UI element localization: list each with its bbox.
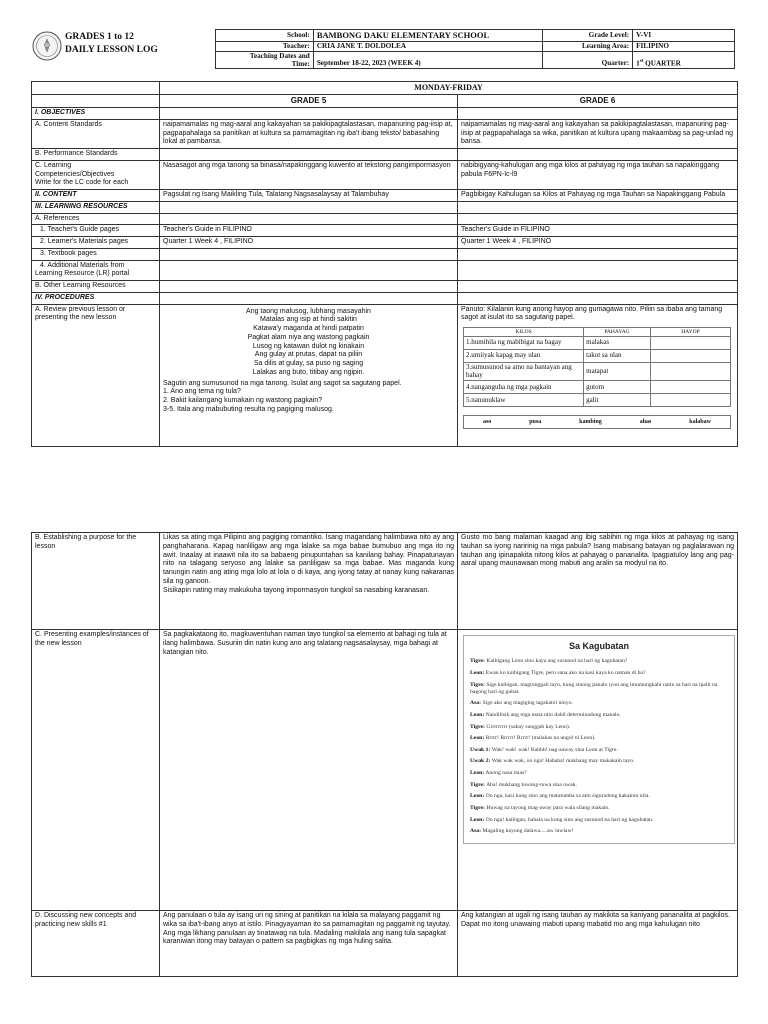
dialogue-text: Magaling kayong dalawa.....aw lawlaw! — [482, 828, 574, 835]
learners-materials-g5: Quarter 1 Week 4 , FILIPINO — [160, 237, 458, 249]
dialogue-text: Wak! wak! wak! Bahhh! nag-aaway sina Leon at Tigre. — [491, 746, 618, 753]
references-label: A. References — [32, 213, 160, 225]
choice-item: aso — [482, 418, 492, 425]
performance-standards-label: B. Performance Standards — [32, 149, 160, 161]
doc-title-line2: DAILY LESSON LOG — [65, 45, 158, 55]
days-header: MONDAY-FRIDAY — [160, 82, 738, 95]
speaker-name: Uwak 1: — [470, 746, 491, 753]
speaker-name: Aso: — [470, 828, 482, 835]
grade-level-label: Grade Level: — [543, 30, 633, 42]
choice-item: pusa — [529, 418, 542, 425]
learning-resources-heading: III. LEARNING RESOURCES — [32, 201, 160, 213]
dialogue-line — [470, 770, 728, 777]
purpose-g5: Likas sa ating mga Pilipino ang pagiging romantiko. Isang magandang halimbawa nito ay ang panghaharana. Kapag nanliligaw ang mga lalake sa mga babae bumubuo ang mga ito ng awit. Inaalay at inaawit nila ito sa babaeng pinupuntahan sa kanilang bahay. Pinapatunayan nito na talagang seryoso ang lalake sa panliligaw sa mga babae. Mas maganda kung tanungin natin ang ating mga lolo at lola o di kaya, ang iyong tatay at nanay kung nakaranas sila ng ganoon. Sisikapin nating may makukuha tayong impormasyon tungkol sa nasabing karanasan. — [160, 533, 458, 630]
purpose-label: B. Establishing a purpose for the lesson — [32, 533, 160, 630]
speaker-name: Aso: — [470, 700, 482, 707]
dialogue-text: Sige kaibigan, magtunggali tayo, kung sinong panalo iyon ang imumungkahi natin sa hari na ipalit na bagong hari ng gubat. — [470, 681, 718, 695]
dialogue-text: Rrrrr! Rrrrrr! Rrrrr! (malakas na ungol ni Leon). — [485, 735, 596, 742]
presenting-label: C. Presenting examples/instances of the new lesson — [32, 630, 160, 911]
health-poem: Ang taong malusog, lubhang masayahin Matalas ang isip at hindi sakitin Katawa'y maganda at hindi patpatin Pagkat alam niya ang wastong pagkain Lusog ng katawan dulot ng kinakain Ang gulay at prutas, dapat na piliin Sa dilis at gulay, sa puso ng saging Lalakas ang buto, titibay ang ngipin. — [246, 307, 371, 376]
school-label: School: — [216, 30, 314, 42]
grade6-header: GRADE 6 — [458, 95, 738, 108]
dialogue-line — [470, 735, 728, 742]
teaching-dates-label: Teaching Dates and Time: — [216, 51, 314, 69]
dialogue-text: Oo nga! kaibigan, bahala na kung sino ang susunod na hari ng kagubatan. — [485, 816, 654, 823]
school-value: BAMBONG DAKU ELEMENTARY SCHOOL — [313, 30, 543, 42]
textbook-pages-label: 3. Textbook pages — [32, 248, 160, 260]
g6-instructions: Panuto: Kilalanin kung anong hayop ang gumagawa nito. Piliin sa ibaba ang tamang sagot at isulat ito sa sagutang papel. — [461, 305, 723, 322]
dialogue-line — [470, 758, 728, 765]
review-g6 — [458, 304, 738, 446]
dialogue-text: Anong nasa itaas? — [485, 770, 527, 776]
lesson-log-table-bottom — [31, 532, 738, 977]
dialogue-line — [470, 747, 728, 754]
animal-actions-table — [463, 327, 731, 407]
speaker-name: Tigre: — [470, 658, 485, 665]
dialogue-text: Wak wak wak, oo nga! Hahaha! mukhang may makakain tayo. — [491, 758, 635, 765]
competencies-label: C. Learning Competencies/Objectives Write for the LC code for each — [32, 160, 160, 189]
dialogue-line — [470, 712, 728, 719]
other-resources-label: B. Other Learning Resources — [32, 281, 160, 293]
purpose-g6: Gusto mo bang malaman kaagad ang ibig sabihin ng mga kilos at pahayag ng isang tauhan sa iyong naririnig na mga pabula? Isang mabisang batayan ng paglalarawan ng tauhan ang ipinapakita nitong kilos at pahayag o pananalita. Ipagpatuloy lang ang pag-aaral upang maunawaan mong mabuti ang aralin sa modyul na ito. — [458, 533, 738, 630]
speaker-name: Leon: — [470, 669, 485, 676]
objectives-heading: I. OBJECTIVES — [32, 108, 160, 120]
question-1: 1. Ano ang tema ng tula? — [163, 388, 241, 396]
dialogue-line — [470, 724, 728, 731]
dialogue-line — [470, 670, 728, 677]
dialogue-text: Kaibigang Leon sino kaya ang susunod na hari ng kagubatan? — [486, 658, 628, 665]
content-g6: Pagbibigay Kahulugan sa Kilos at Pahayag ng mga Tauhan sa Napakinggang Pabula — [458, 190, 738, 202]
question-3-5: 3-5. Itala ang mabubuting resulta ng pagiging malusog. — [163, 405, 334, 413]
fable-dialogue-image — [463, 635, 735, 844]
speaker-name: Leon: — [470, 793, 485, 800]
grade5-header: GRADE 5 — [160, 95, 458, 108]
learning-area-value: FILIPINO — [633, 41, 735, 51]
teacher-label: Teacher: — [216, 41, 314, 51]
procedures-heading: IV. PROCEDURES — [32, 292, 160, 304]
choice-item: ahas — [639, 418, 652, 425]
animal-choices — [463, 415, 731, 429]
doc-title-line1: GRADES 1 to 12 — [65, 32, 134, 42]
col-hayop: HAYOP — [650, 328, 730, 337]
dialogue-line — [470, 658, 728, 665]
fable-title: Sa Kagubatan — [568, 641, 629, 651]
teachers-guide-g5: Teacher's Guide in FILIPINO — [160, 225, 458, 237]
dialogue-line — [470, 828, 728, 835]
dialogue-text: Ewan ko kaibigang Tigre, pero sana ako na kasi kaya ko naman di ba? — [485, 669, 646, 676]
speaker-name: Tigre: — [470, 723, 485, 730]
dialogue-line — [470, 782, 728, 789]
header-info-table — [215, 29, 735, 69]
table-row: 3.sumusunod sa amo na bantayan ang bahay matapat — [464, 363, 731, 381]
dialogue-text: Huwag na tayong mag-away para wala silang makain. — [486, 804, 610, 811]
speaker-name: Tigre: — [470, 804, 485, 811]
table-row: 2.umiiyak kapag may ulan takot sa ulan — [464, 350, 731, 363]
discussing-g5: Ang panulaan o tula ay isang uri ng sining at panitikan na kilala sa malayang paggamit ng wika sa iba't-ibang anyo at istilo. Pinagyayaman ito sa pamamagitan ng paggamit ng tayutay. Ang mga likhang panulaan ay tinatawag na tula. Madaling makilala ang isang tula sapagkat karaniwan itong may batayan o pattern sa pagbigkas ng mga huling salita. — [160, 911, 458, 977]
speaker-name: Tigre: — [470, 781, 485, 788]
discussing-g6: Ang katangian at ugali ng isang tauhan ay makikita sa kaniyang pananalita at pagkilos. Dapat mo itong unawaing mabuti upang mabatid mo ang mga kahulugan nito — [458, 911, 738, 977]
questions-intro: Sagutin ang sumusunod na mga tanong. Isulat ang sagot sa sagutang papel. — [163, 379, 402, 387]
dialogue-text: Grrrrrrrrr (sabay sunggab kay Leon). — [486, 723, 571, 730]
additional-materials-label: 4. Additional Materials from Learning Resource (LR) portal — [32, 260, 160, 281]
dialogue-text: Oo nga, kasi kung sino ang matutumba sa atin siguradong kakainin nila. — [485, 793, 650, 800]
presenting-g6 — [458, 630, 738, 911]
discussing-label: D. Discussing new concepts and practicing new skills #1 — [32, 911, 160, 977]
grade-level-value: V-VI — [633, 30, 735, 42]
col-kilos: KILOS — [464, 328, 584, 337]
choice-item: kalabaw — [689, 418, 711, 425]
dialogue-line — [470, 805, 728, 812]
speaker-name: Tigre: — [470, 681, 485, 688]
learners-materials-label: 2. Learner's Materials pages — [32, 237, 160, 249]
dialogue-text: Aba! mukhang tuwang-tuwa sina uwak. — [486, 781, 577, 788]
teaching-dates-value: September 18-22, 2023 (WEEK 4) — [313, 51, 543, 69]
review-label: A. Review previous lesson or presenting the new lesson — [32, 304, 160, 446]
lesson-log-table-top — [31, 81, 738, 447]
teachers-guide-g6: Teacher's Guide in FILIPINO — [458, 225, 738, 237]
speaker-name: Uwak 2: — [470, 758, 491, 765]
dialogue-line — [470, 682, 728, 696]
col-pahayag: PAHAYAG — [584, 328, 651, 337]
dialogue-text: Sige ako ang magiging tagahatol ninyo. — [482, 700, 573, 707]
content-standards-g6: naipamamalas ng mag-aaral ang kakayahan sa pakikipagtalastasan, mapanuring pag-iisip at pagpapahalaga sa wika, panitikan at kultura upang makaambag sa pag-unlad ng bansa. — [458, 119, 738, 148]
deped-seal-icon — [32, 31, 62, 61]
choice-item: kambing — [579, 418, 602, 425]
speaker-name: Leon: — [470, 735, 485, 742]
learning-area-label: Learning Area: — [543, 41, 633, 51]
presenting-g5: Sa pagkakataong ito, magkuwentuhan naman tayo tungkol sa elemento at bahagi ng tula at ilang halimbawa. Susuriin din natin kung ano ang talatang nagsasalaysay, mga bahagi at katangian nito. — [160, 630, 458, 911]
quarter-label: Quarter: — [543, 51, 633, 69]
content-g5: Pagsulat ng Isang Maikling Tula, Talatang Nagsasalaysay at Talambuhay — [160, 190, 458, 202]
content-standards-g5: naipamamalas ng mag-aaral ang kakayahan sa pakikipagtalastasan, mapanuring pag-iisip at, pagpapahalaga sa panitikan at kultura sa pamamagitan ng iba't ibang teksto/ babasahing lokal at pambansa. — [160, 119, 458, 148]
table-row: 1.humihila ng mabibigat na bagay malakas — [464, 337, 731, 350]
dialogue-line — [470, 817, 728, 824]
review-g5 — [160, 304, 458, 446]
speaker-name: Leon: — [470, 770, 485, 776]
content-standards-label: A. Content Standards — [32, 119, 160, 148]
dialogue-line — [470, 793, 728, 800]
content-heading: II. CONTENT — [32, 190, 160, 202]
teacher-value: CRIA JANE T. DOLDOLEA — [313, 41, 543, 51]
table-row: 4.nanganguha ng mga pagkain gutom — [464, 381, 731, 394]
question-2: 2. Bakit kailangang kumakain ng wastong pagkain? — [163, 397, 323, 404]
learners-materials-g6: Quarter 1 Week 4 , FILIPINO — [458, 237, 738, 249]
competencies-g5: Nasasagot ang mga tanong sa binasa/napakinggang kuwento at tekstong pangimpormasyon — [160, 160, 458, 189]
speaker-name: Leon: — [470, 816, 485, 823]
teachers-guide-label: 1. Teacher's Guide pages — [32, 225, 160, 237]
dialogue-text: Nandilisik ang mga mata nito dahil determinadong manalo. — [485, 711, 621, 718]
competencies-g6: nabibigyang-kahulugan ang mga kilos at pahayag ng mga tauhan sa napakinggang pabula F6PN-Ic-l9 — [458, 160, 738, 189]
speaker-name: Leon: — [470, 711, 485, 718]
table-row: 5.nanunuklaw galit — [464, 394, 731, 407]
quarter-value: 1st QUARTER — [633, 51, 735, 69]
dialogue-line — [470, 700, 728, 707]
